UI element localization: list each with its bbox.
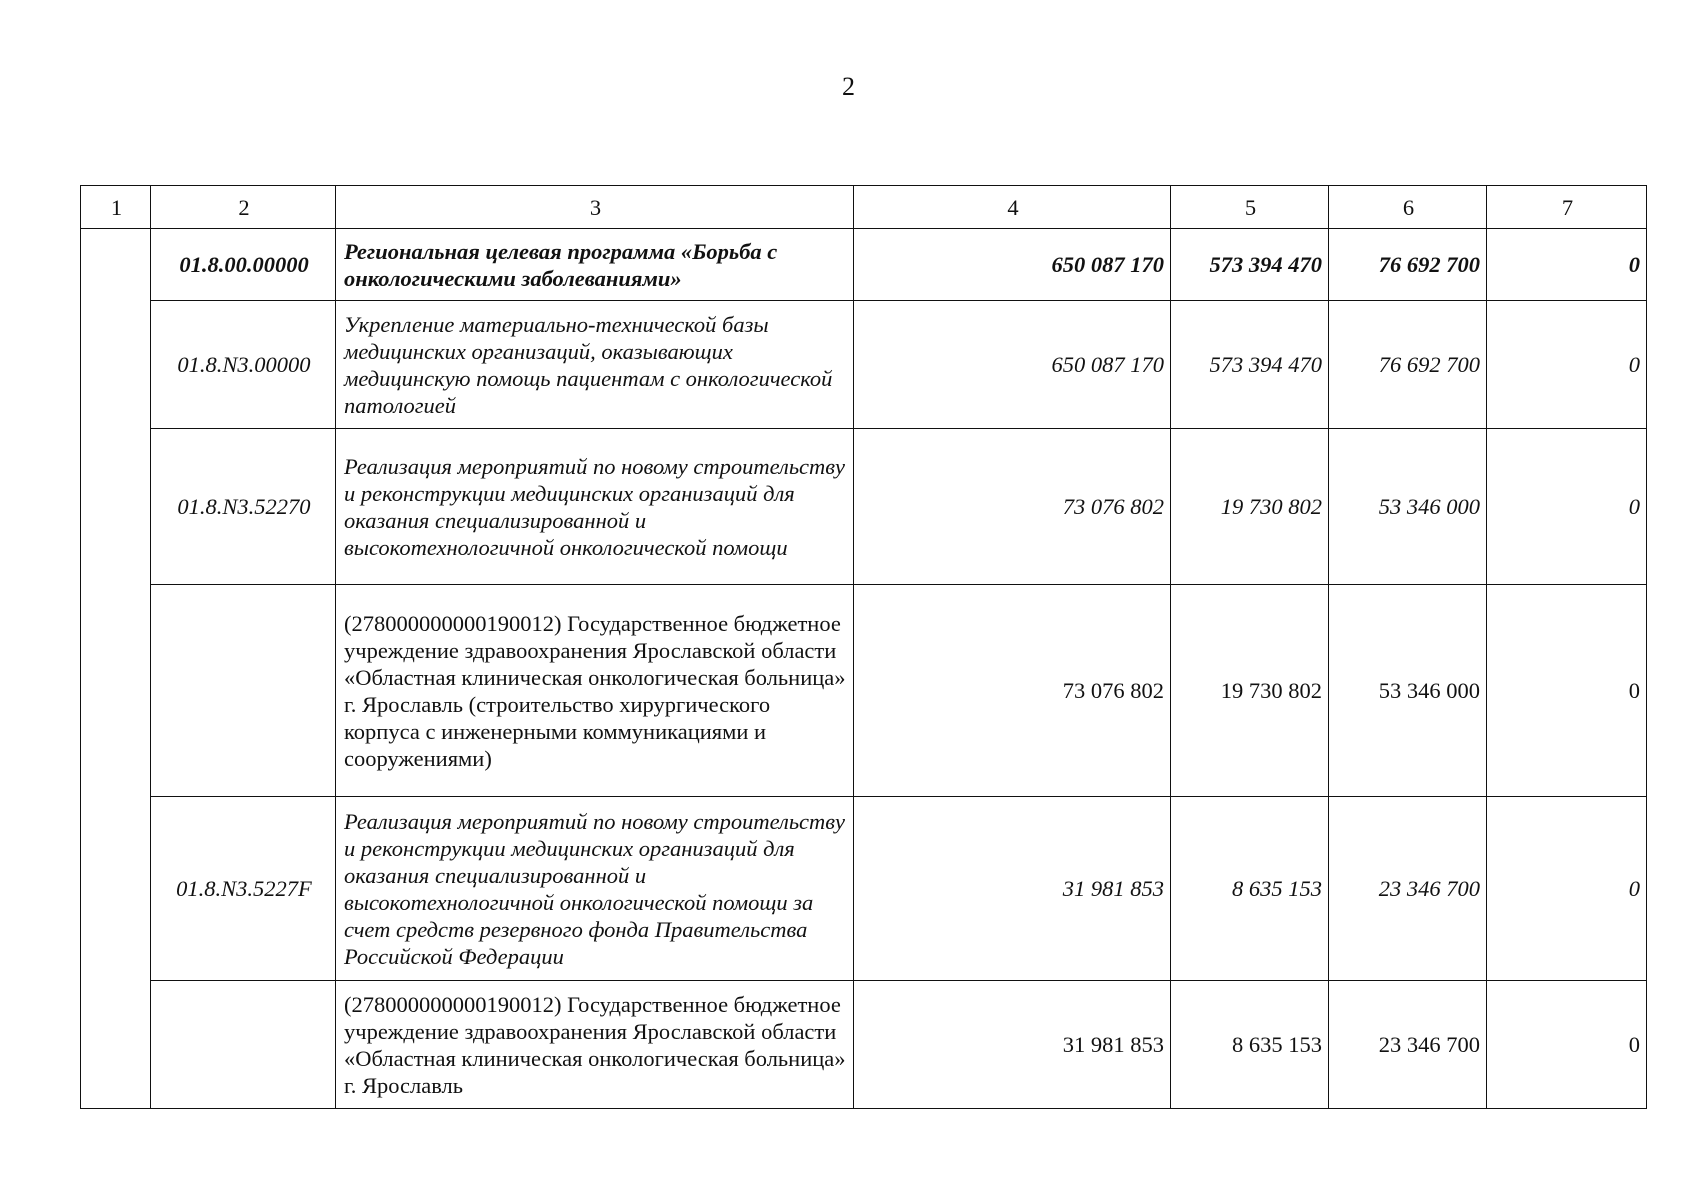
table-row (81, 429, 1647, 585)
amount-col-5: 19 730 802 (1171, 585, 1329, 797)
amount-col-6: 53 346 000 (1329, 585, 1487, 797)
amount-col-4: 31 981 853 (854, 981, 1171, 1109)
column-number: 3 (336, 186, 854, 229)
column-number: 4 (854, 186, 1171, 229)
column-number: 5 (1171, 186, 1329, 229)
program-name: (278000000000190012) Государственное бюджетное учреждение здравоохранения Ярославской области «Областная клиническая онкологическая больница» г. Ярославль (строительство хирургического корпуса с инженерными коммуникациями и сооружениями) (336, 585, 854, 797)
column-number: 7 (1487, 186, 1647, 229)
amount-col-7: 0 (1487, 797, 1647, 981)
page-number: 2 (842, 72, 855, 101)
column-number: 6 (1329, 186, 1487, 229)
program-name: Укрепление материально-технической базы медицинских организаций, оказывающих медицинскую помощь пациентам с онкологической патологией (336, 301, 854, 429)
program-name: Реализация мероприятий по новому строительству и реконструкции медицинских организаций для оказания специализированной и высокотехнологичной онкологической помощи за счет средств резервного фонда Правительства Российской Федерации (336, 797, 854, 981)
budget-code (151, 981, 336, 1109)
table-row (81, 301, 1647, 429)
amount-col-5: 573 394 470 (1171, 301, 1329, 429)
program-name: (278000000000190012) Государственное бюджетное учреждение здравоохранения Ярославской области «Областная клиническая онкологическая больница» г. Ярославль (336, 981, 854, 1109)
amount-col-4: 31 981 853 (854, 797, 1171, 981)
table-row (81, 797, 1647, 981)
amount-col-7: 0 (1487, 229, 1647, 301)
amount-col-7: 0 (1487, 981, 1647, 1109)
column-number: 1 (81, 186, 151, 229)
amount-col-6: 23 346 700 (1329, 797, 1487, 981)
budget-code: 01.8.00.00000 (151, 229, 336, 301)
amount-col-5: 19 730 802 (1171, 429, 1329, 585)
amount-col-7: 0 (1487, 429, 1647, 585)
column-number-row (81, 186, 1647, 229)
budget-code: 01.8.N3.5227F (151, 797, 336, 981)
budget-code: 01.8.N3.52270 (151, 429, 336, 585)
amount-col-5: 8 635 153 (1171, 797, 1329, 981)
amount-col-7: 0 (1487, 585, 1647, 797)
budget-code (151, 585, 336, 797)
empty-column-1 (81, 229, 151, 1109)
amount-col-6: 23 346 700 (1329, 981, 1487, 1109)
program-name: Реализация мероприятий по новому строительству и реконструкции медицинских организаций для оказания специализированной и высокотехнологичной онкологической помощи (336, 429, 854, 585)
amount-col-5: 573 394 470 (1171, 229, 1329, 301)
amount-col-4: 650 087 170 (854, 301, 1171, 429)
amount-col-4: 73 076 802 (854, 585, 1171, 797)
amount-col-6: 76 692 700 (1329, 301, 1487, 429)
amount-col-7: 0 (1487, 301, 1647, 429)
budget-table (80, 185, 1647, 1109)
program-name: Региональная целевая программа «Борьба с онкологическими заболеваниями» (336, 229, 854, 301)
column-number: 2 (151, 186, 336, 229)
table-row (81, 585, 1647, 797)
amount-col-4: 650 087 170 (854, 229, 1171, 301)
amount-col-5: 8 635 153 (1171, 981, 1329, 1109)
table-row (81, 229, 1647, 301)
budget-code: 01.8.N3.00000 (151, 301, 336, 429)
table-row (81, 981, 1647, 1109)
amount-col-4: 73 076 802 (854, 429, 1171, 585)
amount-col-6: 76 692 700 (1329, 229, 1487, 301)
amount-col-6: 53 346 000 (1329, 429, 1487, 585)
